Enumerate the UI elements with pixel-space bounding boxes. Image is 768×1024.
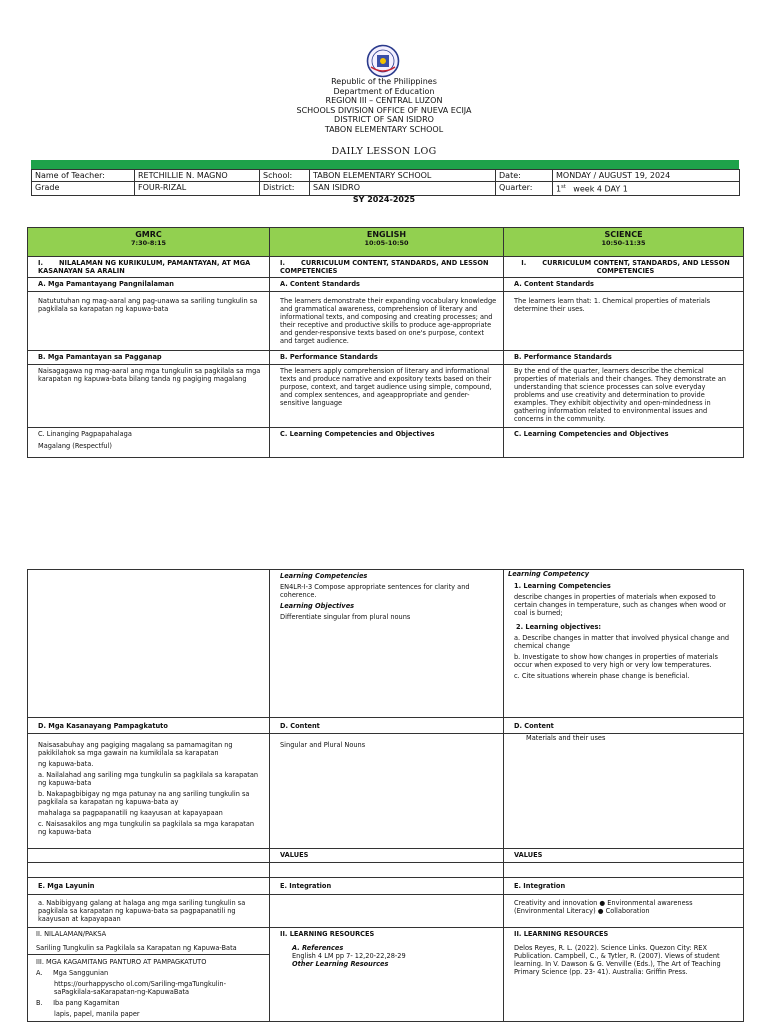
science-e-text: Creativity and innovation ● Environmental awareness (Environmental Literacy) ● Collaboration [504, 895, 744, 928]
english-d-label: D. Content [270, 718, 504, 734]
english-e-label: E. Integration [270, 878, 504, 895]
gmrc-g-label: III. MGA KAGAMITANG PANTURO AT PAMPAGKATUTO [36, 958, 207, 966]
science-lo-c: c. Cite situations wherein phase change is beneficial. [514, 672, 690, 680]
gmrc-e-text: a. Nabibigyang galang at halaga ang mga sariling tungkulin sa pagkilala sa karapatan ng kapuwa-bata sa pagpapanatili ng kaayusan at kapayapaan [28, 895, 270, 928]
gmrc-d-c: c. Naisasakilos ang mga tungkulin sa pagkilala sa mga karapatan ng kapuwa-bata [38, 820, 255, 836]
science-r-label: II. LEARNING RESOURCES [514, 930, 609, 938]
gmrc-f-text: Sariling Tungkulin sa Pagkilala sa Karapatan ng Kapuwa-Bata [28, 944, 269, 955]
science-values-empty [504, 863, 744, 878]
english-e-empty [270, 895, 504, 928]
header-district: DISTRICT OF SAN ISIDRO [334, 115, 434, 124]
english-lo-label: Learning Objectives [280, 602, 355, 610]
school-value: TABON ELEMENTARY SCHOOL [310, 170, 496, 182]
district-label: District: [260, 182, 310, 196]
gmrc-d-b2: mahalaga sa pagpapanatili ng kaayusan at kapayapaan [38, 809, 223, 817]
gmrc-c-text: Magalang (Respectful) [38, 442, 112, 450]
english-r-a: A. References [292, 944, 344, 952]
gmrc-a-label: A. Mga Pamantayang Pangnilalaman [28, 278, 270, 292]
gmrc-values-empty [28, 849, 270, 863]
science-competencies-cell [504, 570, 744, 718]
gmrc-spacer [28, 863, 270, 878]
quarter-week-day: week 4 DAY 1 [565, 184, 628, 194]
gmrc-b-text: Naisagagawa ng mag-aaral ang mga tungkulin sa pagkilala sa mga karapatan ng kapuwa-bata bilang tanda ng pagiging magalang [28, 365, 270, 428]
gmrc-f-label: II. NILALAMAN/PAKSA [36, 930, 107, 938]
teacher-label: Name of Teacher: [32, 170, 135, 182]
gmrc-g-b2: lapis, papel, manila paper [54, 1010, 140, 1018]
green-divider-bar [31, 160, 739, 169]
english-d-text: Singular and Plural Nouns [270, 734, 504, 849]
science-lo-a: a. Describe changes in matter that involved physical change and chemical change [514, 634, 730, 650]
english-b-label: B. Performance Standards [270, 351, 504, 365]
science-lc-text: describe changes in properties of materials when exposed to certain changes in temperature, such as changes when wood or coal is burned; [514, 593, 726, 617]
date-value: MONDAY / AUGUST 19, 2024 [553, 170, 740, 182]
science-values-label: VALUES [504, 849, 744, 863]
quarter-number: 1 [556, 184, 562, 194]
grade-label: Grade [32, 182, 135, 196]
gmrc-d-text2: ng kapuwa-bata. [38, 760, 94, 768]
teacher-info-table [31, 169, 740, 196]
district-value: SAN ISIDRO [310, 182, 496, 196]
lesson-table-page1 [27, 227, 744, 458]
gmrc-c-cell [28, 428, 270, 458]
school-label: School: [260, 170, 310, 182]
column-gmrc [28, 228, 270, 257]
science-lo-b: b. Investigate to show how changes in properties of materials occur when exposed to very high or very low temperatures. [514, 653, 718, 669]
header-republic: Republic of the Philippines [331, 77, 437, 86]
science-d-text: Materials and their uses [504, 734, 744, 849]
english-lc-label: Learning Competencies [280, 572, 368, 580]
header-region: REGION III – CENTRAL LUZON [325, 96, 443, 105]
science-c-label: C. Learning Competencies and Objectives [504, 428, 744, 458]
quarter-label: Quarter: [496, 182, 553, 196]
science-lo-label: 2. Learning objectives: [516, 623, 602, 631]
english-b-text: The learners apply comprehension of literary and informational texts and produce narrative and expository texts based on their purpose, context, and target audience using simple, compound, and complex sentences, and ageappropriate and gender-sensitive language [270, 365, 504, 428]
gmrc-d-text1: Naisasabuhay ang pagiging magalang sa pamamagitan ng pakikilahok sa mga gawain na kumikilala sa karapatan [38, 741, 233, 757]
science-b-text: By the end of the quarter, learners describe the chemical properties of materials and their changes. They demonstrate an understanding that science processes can solve everyday problems and use creativity and determination to provide examples. They exhibit objectivity and open-mindedness in gathering information related to environmental issues and concerns in the community. [504, 365, 744, 428]
english-section-1: I. CURRICULUM CONTENT, STANDARDS, AND LESSON COMPETENCIES [270, 257, 504, 278]
english-a-text: The learners demonstrate their expanding vocabulary knowledge and grammatical awareness, comprehension of literary and informational texts, and composing and creating processes; and their receptive and productive skills to produce age-appropriate and gender-responsive texts based on one's purpose, context and target audience. [270, 292, 504, 351]
gmrc-d-b: b. Nakapagbibigay ng mga patunay na ang sariling tungkulin sa pagkilala sa karapatan ng kapuwa-bata ay [38, 790, 250, 806]
lesson-table-page2 [27, 569, 744, 1022]
science-a-label: A. Content Standards [504, 278, 744, 292]
gmrc-title: GMRC [135, 230, 162, 239]
science-e-label: E. Integration [504, 878, 744, 895]
english-values-empty [270, 863, 504, 878]
english-competencies-cell [270, 570, 504, 718]
header-department: Department of Education [333, 87, 435, 96]
science-a-text: The learners learn that: 1. Chemical properties of materials determine their uses. [504, 292, 744, 351]
gmrc-e-label: E. Mga Layunin [28, 878, 270, 895]
header-school: TABON ELEMENTARY SCHOOL [324, 125, 444, 134]
english-lo-text: Differentiate singular from plural nouns [280, 613, 411, 621]
english-a-label: A. Content Standards [270, 278, 504, 292]
gmrc-resources-cell [28, 928, 270, 1022]
document-title: DAILY LESSON LOG [331, 146, 437, 157]
gmrc-competencies-empty [28, 570, 270, 718]
english-r-a-text: English 4 LM pp 7- 12,20-22,28-29 [292, 952, 406, 960]
english-resources-cell [270, 928, 504, 1022]
science-title: SCIENCE [604, 230, 643, 239]
english-time: 10:05-10:50 [364, 239, 409, 247]
english-title: ENGLISH [366, 230, 407, 239]
column-english [270, 228, 504, 257]
gmrc-g-link: https://ourhappyscho ol.com/Sariling-mgaTungkulin-saPagkilala-saKarapatan-ng-KapuwaBata [54, 980, 226, 996]
deped-seal-logo [365, 44, 401, 78]
science-resources-cell [504, 928, 744, 1022]
gmrc-d-cell [28, 734, 270, 849]
science-time: 10:50-11:35 [601, 239, 646, 247]
column-science [504, 228, 744, 257]
teacher-value: RETCHILLIE N. MAGNO [135, 170, 260, 182]
header-division: SCHOOLS DIVISION OFFICE OF NUEVA ECIJA [296, 106, 472, 115]
date-label: Date: [496, 170, 553, 182]
science-lc-head: Learning Competency [508, 570, 589, 578]
gmrc-g-b: B. Iba pang Kagamitan [36, 999, 120, 1007]
gmrc-b-label: B. Mga Pamantayan sa Pagganap [28, 351, 270, 365]
quarter-value [553, 182, 740, 196]
gmrc-a-text: Natututuhan ng mag-aaral ang pag-unawa sa sariling tungkulin sa pagkilala sa karapatan ng kapuwa-bata [28, 292, 270, 351]
gmrc-d-a: a. Nailalahad ang sariling mga tungkulin sa pagkilala sa karapatan ng kapuwa-bata [38, 771, 259, 787]
science-lc-label: 1. Learning Competencies [514, 582, 611, 590]
school-year: SY 2024-2025 [352, 195, 416, 204]
science-b-label: B. Performance Standards [504, 351, 744, 365]
science-r-text: Delos Reyes, R. L. (2022). Science Links. Quezon City: REX Publication. Campbell, C., & Tytler, R. (2007). Views of student learning. In V. Dawson & G. Venville (Eds.), The Art of Teaching Primary Science (pp. 23- 41). Australia: Griffin Press. [514, 944, 721, 976]
english-c-label: C. Learning Competencies and Objectives [270, 428, 504, 458]
grade-value: FOUR-RIZAL [135, 182, 260, 196]
gmrc-section-1: I. NILALAMAN NG KURIKULUM, PAMANTAYAN, AT MGA KASANAYAN SA ARALIN [28, 257, 270, 278]
gmrc-time: 7:30-8:15 [130, 239, 167, 247]
english-lc-text: EN4LR-I-3 Compose appropriate sentences for clarity and coherence. [280, 583, 470, 599]
science-section-1: I. CURRICULUM CONTENT, STANDARDS, AND LESSON COMPETENCIES [504, 257, 744, 278]
gmrc-d-label: D. Mga Kasanayang Pampagkatuto [28, 718, 270, 734]
quarter-suffix: st [561, 184, 566, 190]
english-r-b: Other Learning Resources [292, 960, 389, 968]
gmrc-g-a: A. Mga Sanggunian [36, 969, 109, 977]
english-r-label: II. LEARNING RESOURCES [280, 930, 375, 938]
english-values-label: VALUES [270, 849, 504, 863]
gmrc-c-label: C. Linanging Pagpapahalaga [38, 430, 132, 438]
science-d-label: D. Content [504, 718, 744, 734]
